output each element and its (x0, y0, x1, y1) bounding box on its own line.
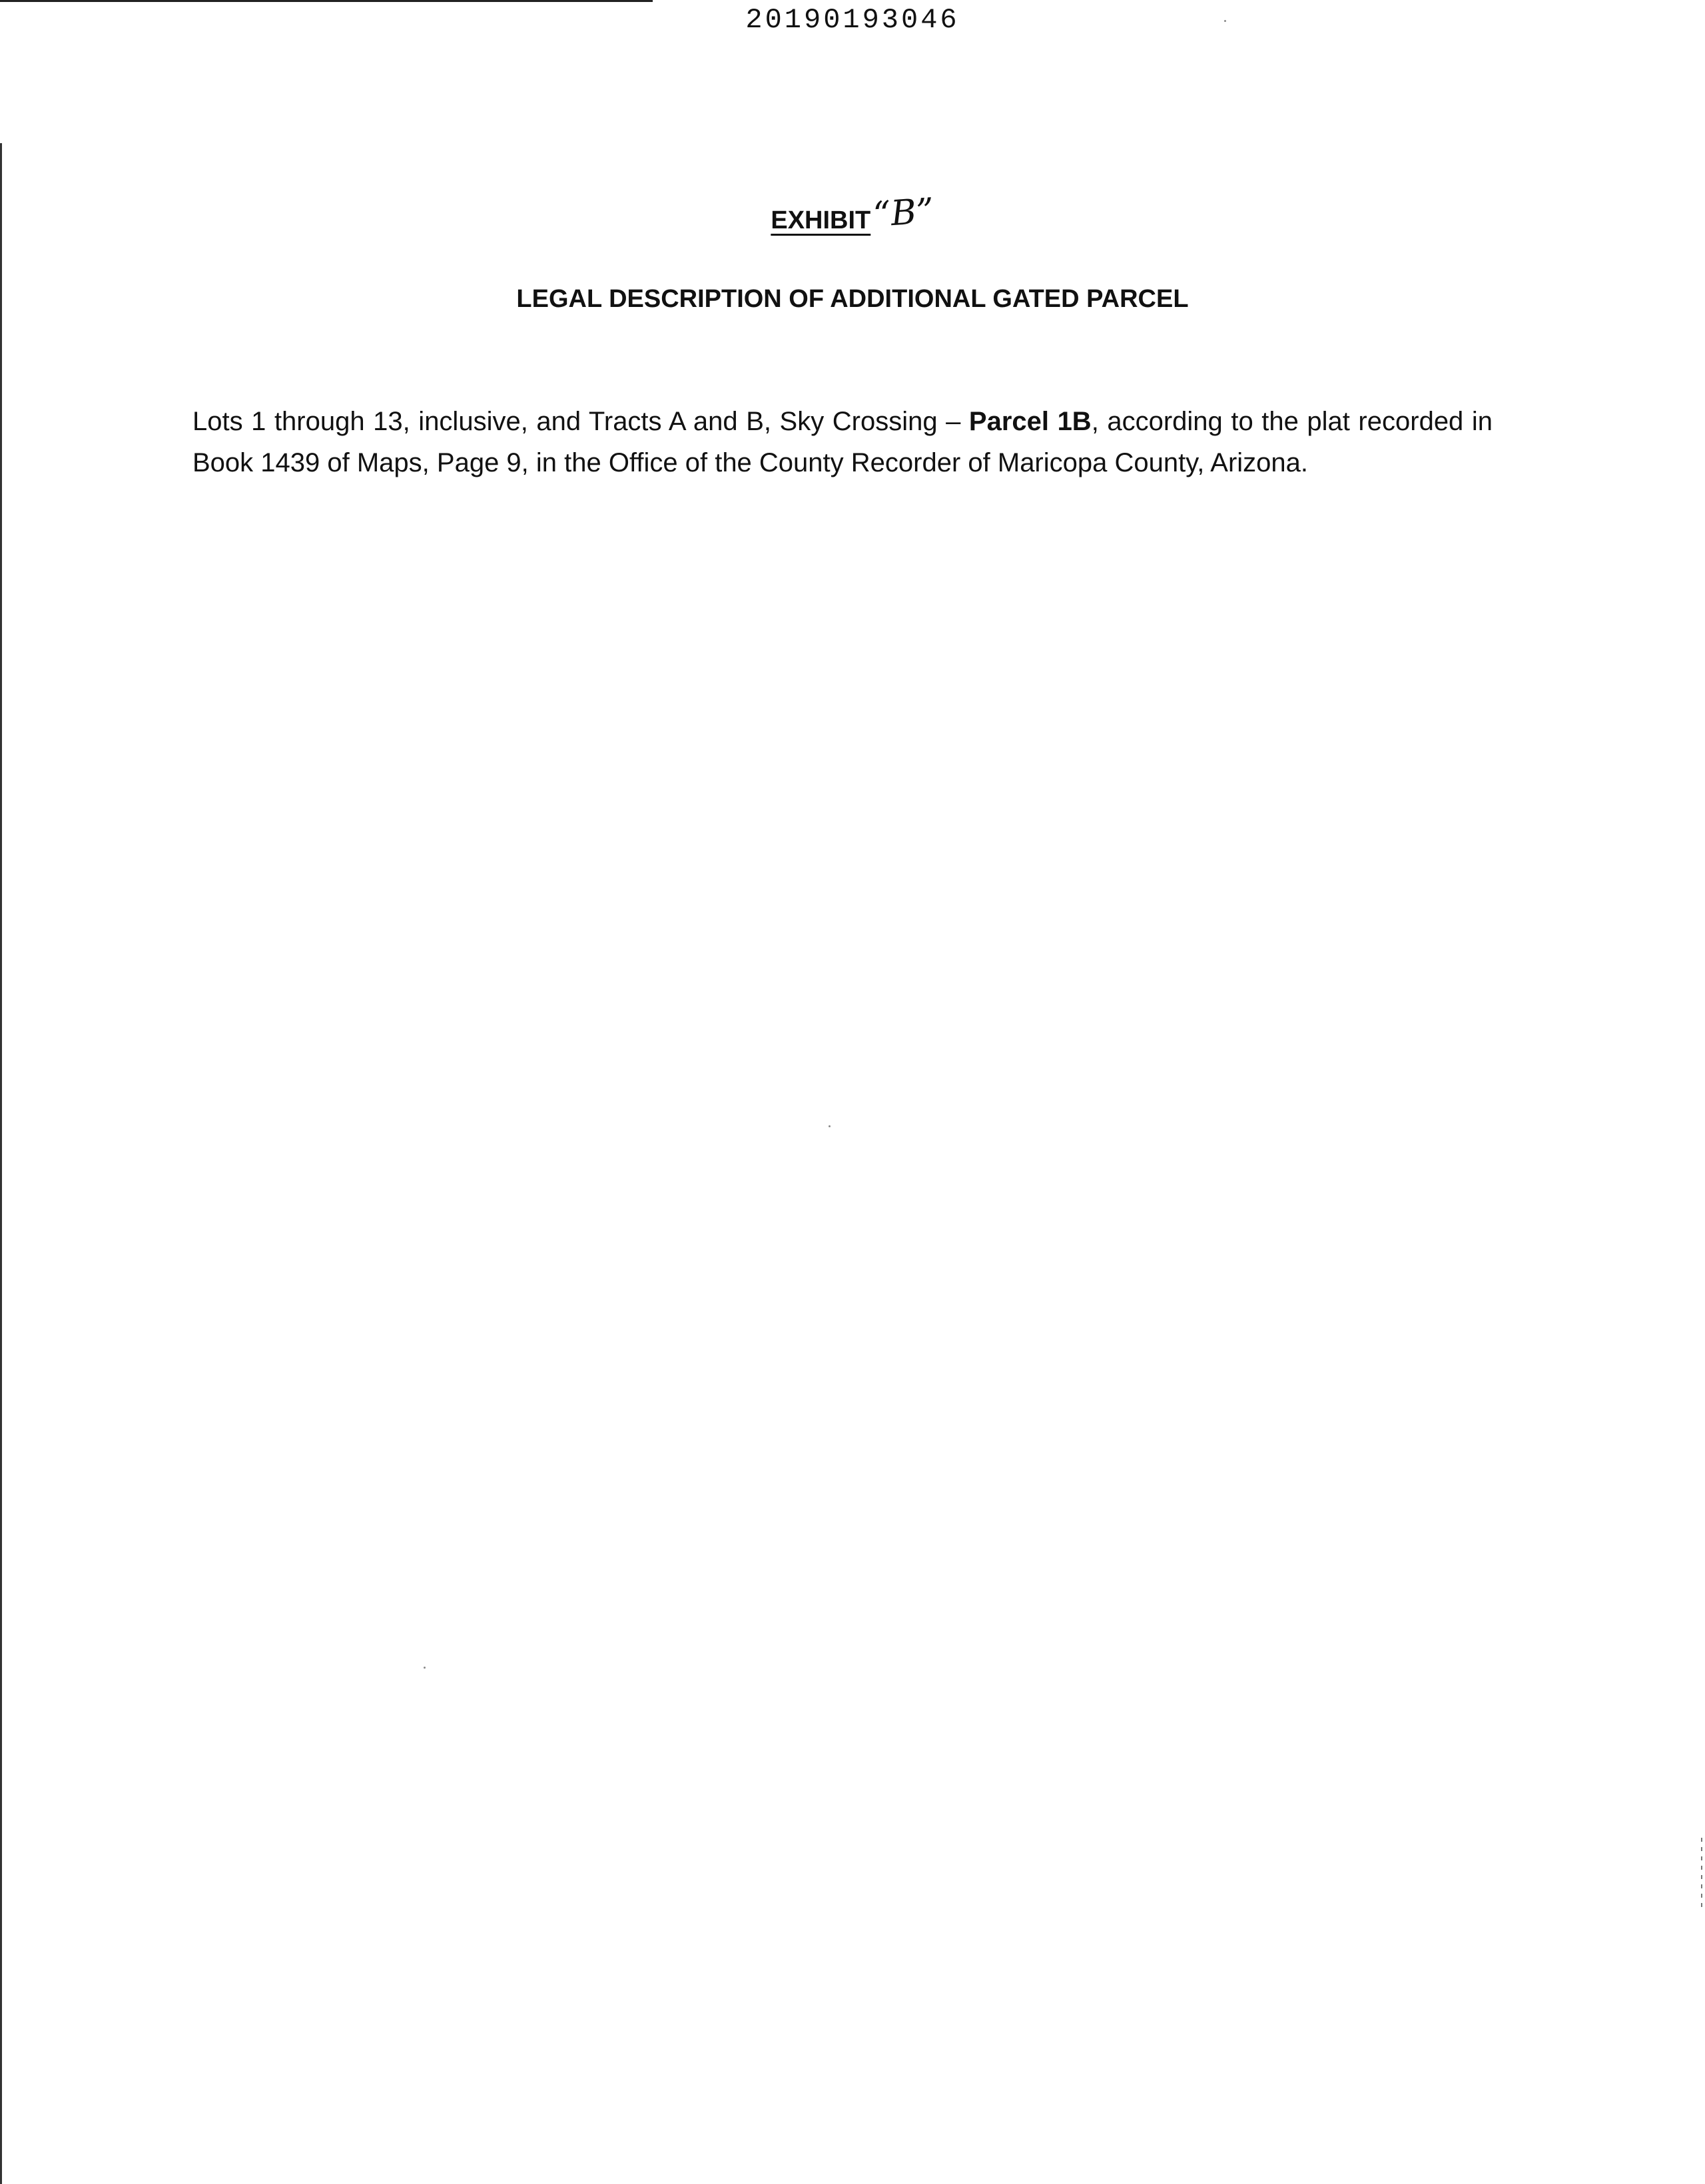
scan-border-line (0, 0, 653, 2)
scan-edge-marks (1701, 1838, 1702, 1911)
legal-description (192, 401, 1493, 483)
exhibit-letter: “B” (872, 190, 936, 236)
exhibit-title (0, 190, 1705, 237)
exhibit-label: EXHIBIT (771, 206, 871, 234)
section-heading: LEGAL DESCRIPTION OF ADDITIONAL GATED PARCEL (516, 285, 1189, 313)
legal-description-end: , according to the plat recorded in Book 1439 of Maps, Page 9, in the Office of the County Recorder of Maricopa County, Arizona. (192, 407, 1493, 477)
legal-description-start: Lots 1 through 13, inclusive, and Tracts A and B, Sky Crossing – (192, 407, 969, 436)
scan-edge-shadow (0, 143, 2, 2184)
parcel-name: Parcel 1B (968, 407, 1092, 436)
scan-speck (424, 1667, 426, 1669)
recording-number: 20190193046 (745, 4, 960, 36)
scan-speck (829, 1125, 831, 1127)
